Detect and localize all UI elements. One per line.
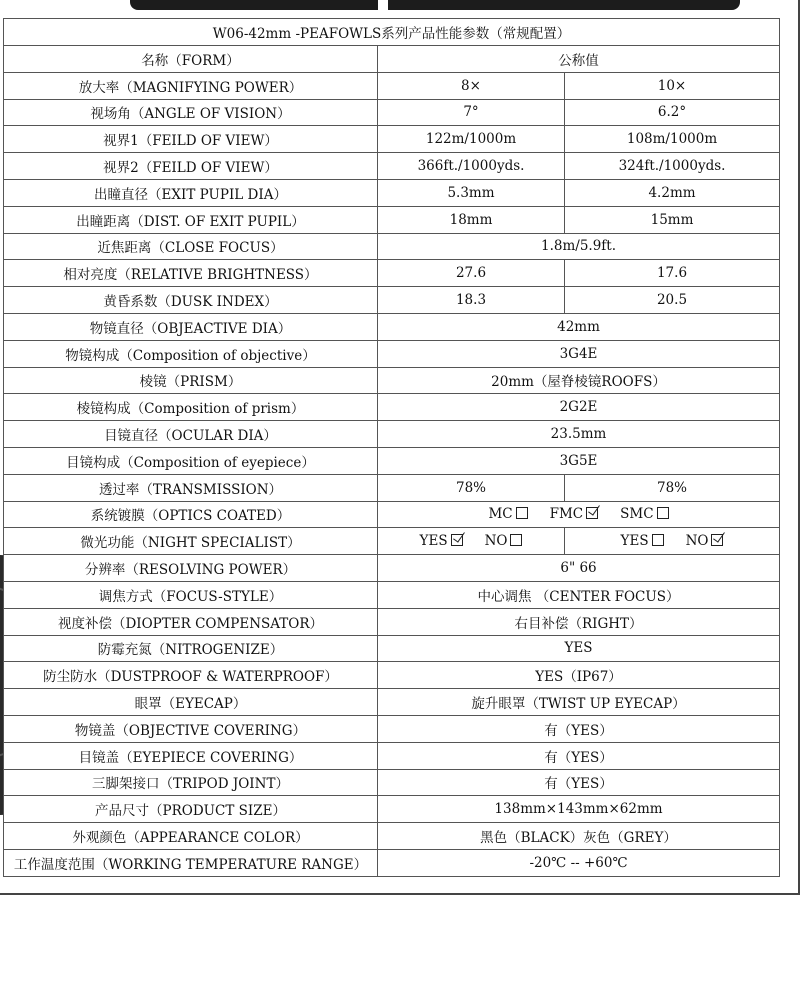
table-row: [4, 528, 780, 555]
spec-value: YES（IP67）: [378, 662, 780, 689]
spec-value-10x: 108m/1000m: [565, 126, 780, 153]
spec-value: 2G2E: [378, 394, 780, 421]
spec-name: 微光功能（NIGHT SPECIALIST）: [4, 528, 378, 555]
spec-name: 目镜盖（EYEPIECE COVERING）: [4, 742, 378, 769]
table-row: [4, 823, 780, 850]
option-label: NO: [685, 533, 709, 550]
spec-value-10x: [565, 528, 780, 555]
checked-box-icon: [586, 507, 598, 519]
spec-name: 视场角（ANGLE OF VISION）: [4, 99, 378, 126]
spec-name: 透过率（TRANSMISSION）: [4, 474, 378, 501]
option-smc: [620, 506, 668, 522]
spec-name: 系统镀膜（OPTICS COATED）: [4, 501, 378, 528]
table-row: [4, 153, 780, 180]
table-row: [4, 126, 780, 153]
table-row: [4, 635, 780, 662]
table-row: [4, 394, 780, 421]
spec-value: 42mm: [378, 313, 780, 340]
spec-value: [378, 501, 780, 528]
spec-name: 三脚架接口（TRIPOD JOINT）: [4, 769, 378, 796]
table-row: [4, 555, 780, 582]
spec-value-8x: 366ft./1000yds.: [378, 153, 565, 180]
spec-name: 相对亮度（RELATIVE BRIGHTNESS）: [4, 260, 378, 287]
spec-value-8x: [378, 528, 565, 555]
spec-value: 中心调焦 （CENTER FOCUS）: [378, 581, 780, 608]
spec-value-8x: 27.6: [378, 260, 565, 287]
spec-value: 有（YES）: [378, 769, 780, 796]
table-row: [4, 72, 780, 99]
table-row: [4, 447, 780, 474]
table-row: [4, 662, 780, 689]
table-title: W06-42mm -PEAFOWLS系列产品性能参数（常规配置）: [4, 19, 780, 46]
spec-name: 物镜构成（Composition of objective）: [4, 340, 378, 367]
header-row: [4, 46, 780, 73]
option-mc: [488, 506, 527, 522]
spec-value: YES: [378, 635, 780, 662]
spec-value-10x: 6.2°: [565, 99, 780, 126]
table-row: [4, 715, 780, 742]
spec-value: 右目补偿（RIGHT）: [378, 608, 780, 635]
spec-value: -20℃ -- +60℃: [378, 849, 780, 876]
table-row: [4, 313, 780, 340]
spec-value: 23.5mm: [378, 421, 780, 448]
spec-value: 20mm（屋脊棱镜ROOFS）: [378, 367, 780, 394]
table-row: [4, 608, 780, 635]
table-row: [4, 689, 780, 716]
spec-value-10x: 17.6: [565, 260, 780, 287]
spec-name: 视界1（FEILD OF VIEW）: [4, 126, 378, 153]
spec-value: 1.8m/5.9ft.: [378, 233, 780, 260]
option-no: [485, 533, 523, 549]
spec-value: 138mm×143mm×62mm: [378, 796, 780, 823]
spec-value: 旋升眼罩（TWIST UP EYECAP）: [378, 689, 780, 716]
spec-value: 3G5E: [378, 447, 780, 474]
spec-value-8x: 18mm: [378, 206, 565, 233]
table-row: [4, 421, 780, 448]
product-image-edge: [130, 0, 740, 10]
table-row: [4, 233, 780, 260]
spec-value: 有（YES）: [378, 742, 780, 769]
option-label: NO: [484, 533, 508, 550]
table-row: [4, 742, 780, 769]
spec-name: 放大率（MAGNIFYING POWER）: [4, 72, 378, 99]
spec-name: 分辨率（RESOLVING POWER）: [4, 555, 378, 582]
table-row: [4, 179, 780, 206]
spec-name: 目镜直径（OCULAR DIA）: [4, 421, 378, 448]
spec-name: 产品尺寸（PRODUCT SIZE）: [4, 796, 378, 823]
spec-name: 防霉充氮（NITROGENIZE）: [4, 635, 378, 662]
spec-name: 调焦方式（FOCUS-STYLE）: [4, 581, 378, 608]
spec-value-8x: 5.3mm: [378, 179, 565, 206]
table-row: [4, 581, 780, 608]
spec-value: 黑色（BLACK）灰色（GREY）: [378, 823, 780, 850]
spec-value-8x: 122m/1000m: [378, 126, 565, 153]
spec-value-10x: 15mm: [565, 206, 780, 233]
spec-name: 黄昏系数（DUSK INDEX）: [4, 287, 378, 314]
spec-name: 出瞳直径（EXIT PUPIL DIA）: [4, 179, 378, 206]
table-row: [4, 501, 780, 528]
spec-name: 防尘防水（DUSTPROOF & WATERPROOF）: [4, 662, 378, 689]
spec-value: 3G4E: [378, 340, 780, 367]
table-row: [4, 367, 780, 394]
option-label: MC: [488, 506, 513, 523]
spec-value: 有（YES）: [378, 715, 780, 742]
title-row: [4, 19, 780, 46]
spec-name: 物镜盖（OBJECTIVE COVERING）: [4, 715, 378, 742]
spec-value-10x: 4.2mm: [565, 179, 780, 206]
option-label: YES: [620, 533, 649, 550]
option-label: FMC: [549, 506, 584, 523]
checkbox-icon: [657, 507, 669, 519]
table-row: [4, 849, 780, 876]
table-row: [4, 206, 780, 233]
spec-name: 视度补偿（DIOPTER COMPENSATOR）: [4, 608, 378, 635]
table-row: [4, 99, 780, 126]
spec-value-8x: 18.3: [378, 287, 565, 314]
spec-value-10x: 324ft./1000yds.: [565, 153, 780, 180]
table-row: [4, 474, 780, 501]
option-yes: [621, 533, 664, 549]
option-label: YES: [419, 533, 448, 550]
checked-box-icon: [451, 534, 463, 546]
table-row: [4, 340, 780, 367]
table-row: [4, 287, 780, 314]
product-image-gap: [378, 0, 388, 10]
header-name: 名称（FORM）: [4, 46, 378, 73]
spec-table: [3, 18, 780, 877]
spec-value-8x: 7°: [378, 99, 565, 126]
spec-value-8x: 78%: [378, 474, 565, 501]
checkbox-icon: [516, 507, 528, 519]
spec-name: 工作温度范围（WORKING TEMPERATURE RANGE）: [4, 849, 378, 876]
spec-name: 棱镜构成（Composition of prism）: [4, 394, 378, 421]
option-no: [686, 533, 724, 549]
header-value: 公称值: [378, 46, 780, 73]
spec-value-10x: 78%: [565, 474, 780, 501]
checked-box-icon: [711, 534, 723, 546]
spec-value-8x: 8×: [378, 72, 565, 99]
spec-name: 出瞳距离（DIST. OF EXIT PUPIL）: [4, 206, 378, 233]
spec-value-10x: 10×: [565, 72, 780, 99]
checkbox-icon: [510, 534, 522, 546]
spec-name: 棱镜（PRISM）: [4, 367, 378, 394]
spec-name: 近焦距离（CLOSE FOCUS）: [4, 233, 378, 260]
spec-value-10x: 20.5: [565, 287, 780, 314]
option-fmc: [550, 506, 599, 522]
table-row: [4, 769, 780, 796]
spec-name: 视界2（FEILD OF VIEW）: [4, 153, 378, 180]
spec-name: 目镜构成（Composition of eyepiece）: [4, 447, 378, 474]
checkbox-icon: [652, 534, 664, 546]
option-label: SMC: [620, 506, 654, 523]
spec-name: 眼罩（EYECAP）: [4, 689, 378, 716]
table-row: [4, 796, 780, 823]
spec-name: 外观颜色（APPEARANCE COLOR）: [4, 823, 378, 850]
option-yes: [420, 533, 463, 549]
table-row: [4, 260, 780, 287]
spec-value: 6" 66: [378, 555, 780, 582]
spec-name: 物镜直径（OBJEACTIVE DIA）: [4, 313, 378, 340]
